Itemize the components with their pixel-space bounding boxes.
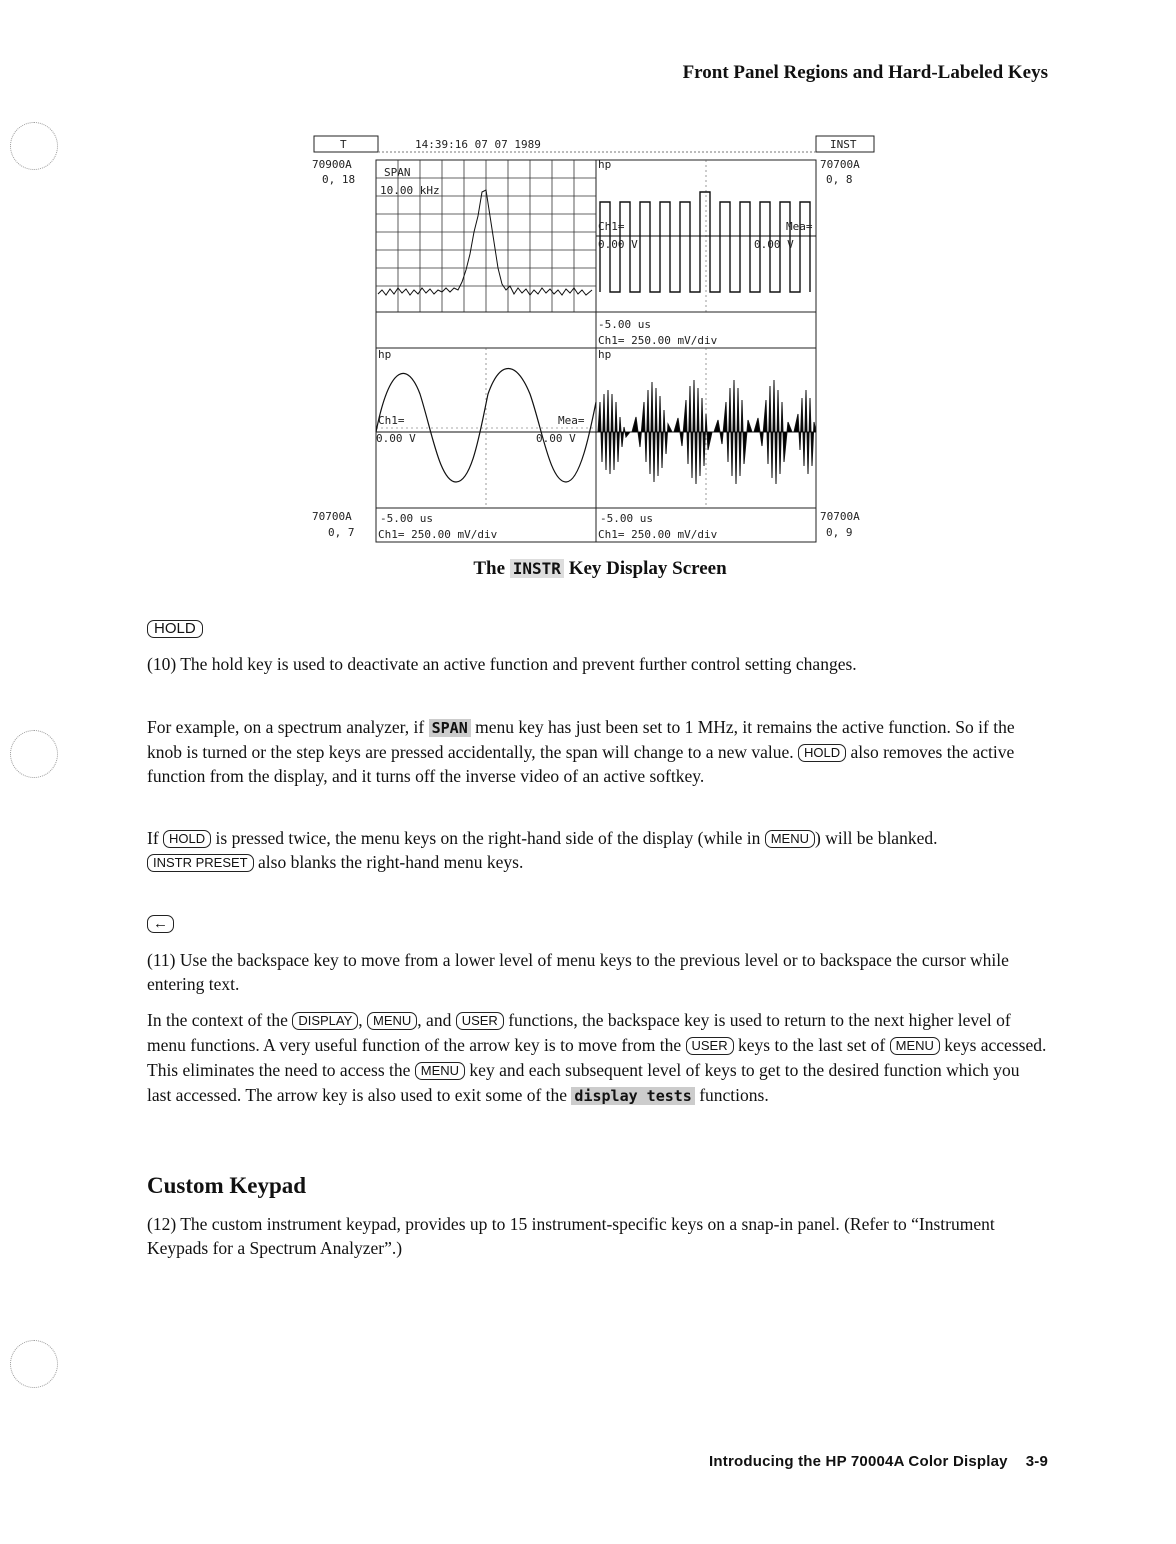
display-tests-softkey: display tests [571, 1087, 694, 1105]
hold-paragraph-2: For example, on a spectrum analyzer, if SPAN menu key has just been set to 1 MHz, it remains the active function. So if the knob is turned or the step keys are pressed accidentally, the span will change to a new value. HOLD also removes the active function from the display, and it turns off the inverse video of an active softkey. [147, 717, 1015, 786]
right-bottom-model: 70700A [820, 510, 860, 523]
punch-hole-top [10, 122, 58, 170]
ch1-value-1: 0.00 V [598, 238, 638, 251]
timebase-3: -5.00 us [600, 512, 653, 525]
left-top-model: 70900A [312, 158, 352, 171]
custom-keypad-paragraph: (12) The custom instrument keypad, provides up to 15 instrument-specific keys on a snap-in panel. (Refer to “Instrument Keypads for a Spectrum Analyzer”.) [147, 1214, 995, 1258]
mea-value-1: 0.00 V [754, 238, 794, 251]
menu-key-inline-4: MENU [415, 1062, 465, 1080]
left-top-addr: 0, 18 [322, 173, 356, 186]
ch1-value-2: 0.00 V [376, 432, 416, 445]
user-key-inline-2: USER [686, 1037, 734, 1055]
display-screen-graphic [310, 132, 880, 552]
span-softkey: SPAN [429, 719, 471, 737]
right-top-addr: 0, 8 [826, 173, 853, 186]
instr-display-figure [310, 132, 880, 552]
ch1-scale-1: Ch1= 250.00 mV/div [598, 334, 718, 347]
hold-paragraph-3: If HOLD is pressed twice, the menu keys on the right-hand side of the display (while in MENU ) will be blanked. INSTR PRESET also blanks the right-hand menu keys. [147, 828, 938, 872]
spectrum-grid [376, 160, 596, 312]
punch-hole-middle [10, 730, 58, 778]
backspace-paragraph-2: In the context of the DISPLAY , MENU , and USER functions, the backspace key is used to return to the next higher level of menu functions. A very useful function of the arrow key is to move from the USER keys to the last set of MENU keys accessed. This eliminates the need to access the MENU key and each subsequent level of keys to get to the desired function which you last accessed. The arrow key is also used to exit some of the display tests functions. [147, 1010, 1047, 1105]
backspace-paragraph-1: (11) Use the backspace key to move from a lower level of menu keys to the previous level or to backspace the cursor while entering text. [147, 950, 1009, 994]
right-top-model: 70700A [820, 158, 860, 171]
page-number: 3-9 [1025, 1453, 1048, 1470]
timestamp: 14:39:16 07 07 1989 [415, 138, 541, 151]
menu-key-inline-2: MENU [367, 1012, 417, 1030]
hold-key-icon: HOLD [147, 620, 203, 638]
caption-suffix: Key Display Screen [568, 558, 727, 579]
footer-title: Introducing the HP 70004A Color Display [709, 1453, 1008, 1470]
mea-label-2: Mea= [558, 414, 585, 427]
caption-key: INSTR [510, 559, 564, 578]
mea-label-1: Mea= [786, 220, 813, 233]
spectrum-trace [378, 190, 592, 295]
span-value: 10.00 kHz [380, 184, 440, 197]
ch1-label-2: Ch1= [378, 414, 405, 427]
hold-key-inline-2: HOLD [163, 830, 211, 848]
hold-paragraph-1: (10) The hold key is used to deactivate an active function and prevent further control setting changes. [147, 654, 857, 674]
ch1-scale-3: Ch1= 250.00 mV/div [598, 528, 718, 541]
backspace-key-heading [147, 915, 174, 934]
running-header: Front Panel Regions and Hard-Labeled Keys [682, 62, 1048, 83]
hp-logo-3: hp [598, 348, 612, 361]
ch1-label-1: Ch1= [598, 220, 625, 233]
figure-caption [12, 558, 1176, 580]
timebase-1: -5.00 us [598, 318, 651, 331]
page-footer [709, 1453, 1048, 1470]
hp-logo-2: hp [378, 348, 392, 361]
display-key-inline: DISPLAY [292, 1012, 358, 1030]
user-key-inline: USER [456, 1012, 504, 1030]
backspace-arrow-icon: ← [147, 915, 174, 933]
mea-value-2: 0.00 V [536, 432, 576, 445]
hold-key-inline: HOLD [798, 744, 846, 762]
ch1-scale-2: Ch1= 250.00 mV/div [378, 528, 498, 541]
span-label: SPAN [384, 166, 411, 179]
hold-key-heading [147, 620, 203, 639]
left-bottom-addr: 0, 7 [328, 526, 355, 539]
left-bottom-model: 70700A [312, 510, 352, 523]
right-bottom-addr: 0, 9 [826, 526, 853, 539]
hp-logo-1: hp [598, 158, 612, 171]
caption-prefix: The [473, 558, 506, 579]
menu-key-inline-3: MENU [890, 1037, 940, 1055]
right-label-text: INST [830, 138, 857, 151]
instr-preset-key-inline: INSTR PRESET [147, 854, 254, 872]
custom-keypad-heading: Custom Keypad [147, 1173, 307, 1198]
punch-hole-bottom [10, 1340, 58, 1388]
timebase-2: -5.00 us [380, 512, 433, 525]
left-label-text: T [340, 138, 347, 151]
menu-key-inline: MENU [765, 830, 815, 848]
